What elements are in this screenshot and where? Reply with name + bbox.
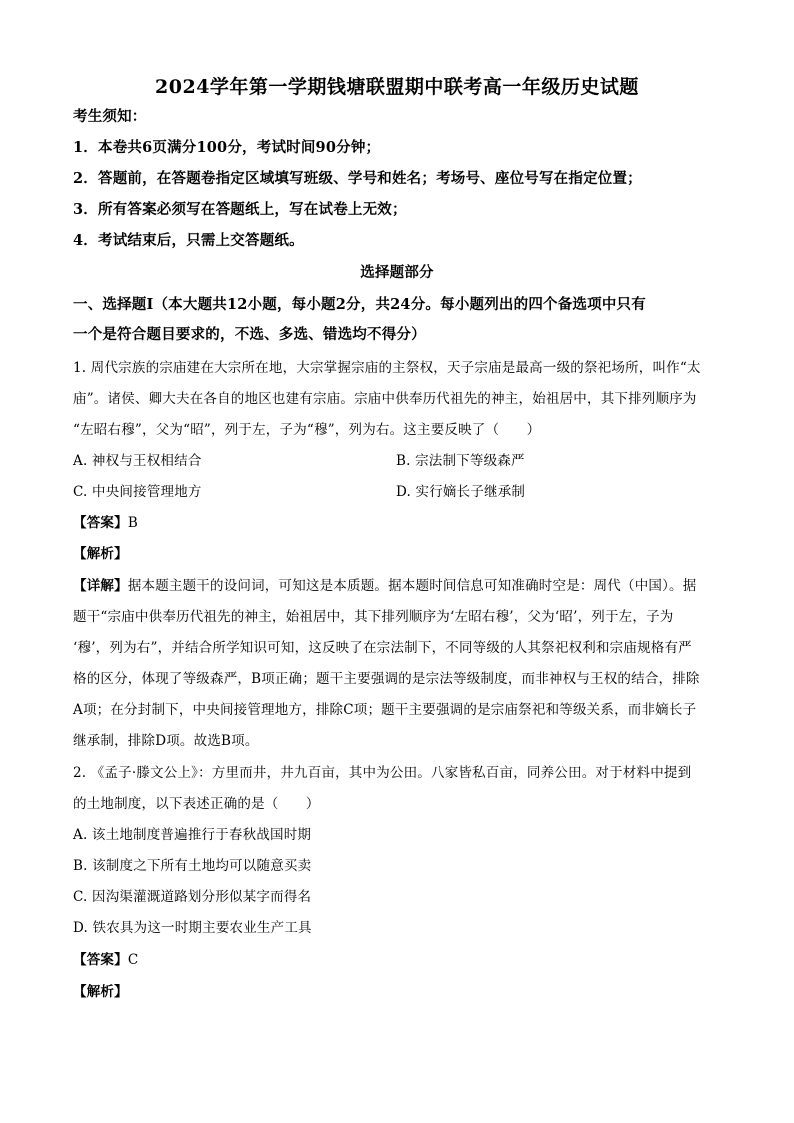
q1-answer-label: 【答案】 <box>73 515 128 531</box>
q1-detail-line-6: 继承制，排除D项。故选B项。 <box>73 733 259 749</box>
q2-option-d: D. 铁农具为这一时期主要农业生产工具 <box>73 920 312 936</box>
q1-detail-line-1: 【详解】据本题主题干的设问词，可知这是本质题。据本题时间信息可知准确时空是：周代（中国）。据 <box>73 578 697 594</box>
notice-heading: 考生须知： <box>73 108 147 125</box>
q1-detail-line-3: ‘穆’，列为右”，并结合所学知识可知，这反映了在宗法制下，不同等级的人其祭祀权利和宗庙规格有严 <box>73 640 692 656</box>
q1-detail-line-5: A项；在分封制下，中央间接管理地方，排除C项；题干主要强调的是宗庙祭祀和等级关系，而非嫡长子 <box>73 702 697 718</box>
q2-answer-label: 【答案】 <box>73 952 128 968</box>
q2-option-c: C. 因沟渠灌溉道路划分形似某字而得名 <box>73 889 312 905</box>
part-heading-line-2: 一个是符合题目要求的，不选、多选、错选均不得分） <box>73 326 426 343</box>
q1-option-b: B. 宗法制下等级森严 <box>396 453 525 469</box>
q1-option-a: A. 神权与王权相结合 <box>73 453 202 469</box>
notice-item-4: 4．考试结束后，只需上交答题纸。 <box>73 232 304 249</box>
page-title: 2024学年第一学期钱塘联盟期中联考高一年级历史试题 <box>155 76 639 98</box>
q1-analysis-label: 【解析】 <box>73 546 128 562</box>
q2-analysis-label: 【解析】 <box>73 984 128 1000</box>
q1-stem-line-1: 1. 周代宗族的宗庙建在大宗所在地，大宗掌握宗庙的主祭权，天子宗庙是最高一级的祭祀场所，叫作“太 <box>73 360 701 376</box>
q1-answer <box>73 513 138 533</box>
q2-option-b: B. 该制度之下所有土地均可以随意买卖 <box>73 858 312 874</box>
q2-stem-line-1: 2. 《孟子·滕文公上》：方里而井，井九百亩，其中为公田。八家皆私百亩，同养公田。对于材料中提到 <box>73 765 692 781</box>
notice-item-1: 1．本卷共6页满分100分，考试时间90分钟； <box>73 139 381 156</box>
q1-detail-label: 【详解】 <box>73 578 128 594</box>
q1-option-d: D. 实行嫡长子继承制 <box>396 484 526 500</box>
q2-answer <box>73 950 138 970</box>
notice-item-2: 2．答题前，在答题卷指定区域填写班级、学号和姓名；考场号、座位号写在指定位置； <box>73 170 642 187</box>
q1-option-c: C. 中央间接管理地方 <box>73 484 202 500</box>
q2-answer-value: C <box>127 952 139 968</box>
q1-answer-value: B <box>127 515 138 531</box>
q1-detail-line-2: 题干“宗庙中供奉历代祖先的神主，始祖居中，其下排列顺序为‘左昭右穆’，父为‘昭’，列于左，子为 <box>73 609 674 625</box>
q1-stem-line-3: “左昭右穆”，父为“昭”，列于左，子为“穆”，列为右。这主要反映了（ ） <box>73 422 541 438</box>
q1-detail-line-4: 格的区分，体现了等级森严，B项正确；题干主要强调的是宗法等级制度，而非神权与王权的结合，排除 <box>73 671 700 687</box>
part-heading-line-1: 一、选择题Ⅰ（本大题共12小题，每小题2分，共24分。每小题列出的四个备选项中只有 <box>73 296 646 313</box>
q2-stem-line-2: 的土地制度，以下表述正确的是（ ） <box>73 796 320 812</box>
q1-stem-line-2: 庙”。诸侯、卿大夫在各自的地区也建有宗庙。宗庙中供奉历代祖先的神主，始祖居中，其下排列顺序为 <box>73 391 697 407</box>
notice-item-3: 3．所有答案必须写在答题纸上，写在试卷上无效； <box>73 201 407 218</box>
q2-option-a: A. 该土地制度普遍推行于春秋战国时期 <box>73 827 312 843</box>
section-title: 选择题部分 <box>360 264 434 281</box>
